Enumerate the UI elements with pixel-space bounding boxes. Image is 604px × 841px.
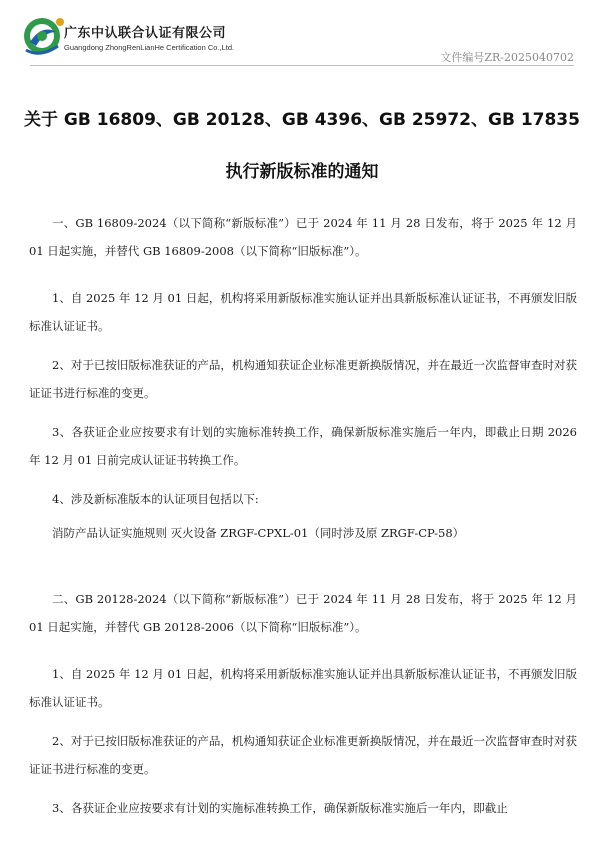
letterhead (0, 0, 604, 66)
section2-item2: 2、对于已按旧版标准获证的产品，机构通知获证企业标准更新换版情况，并在最近一次监督审查时对获证证书进行标准的变更。 (29, 734, 577, 776)
section1-scope: 消防产品认证实施规则 灭火设备 ZRGF-CPXL-01（同时涉及原 ZRGF-CP-58） (52, 526, 465, 540)
company-name-en: Guangdong ZhongRenLianHe Certification Co.,Ltd. (64, 43, 235, 52)
section2-intro: 二、GB 20128-2024（以下简称“新版标准”）已于 2024 年 11 月 28 日发布，将于 2025 年 12 月 01 日起实施，并替代 GB 20128-2006（以下简称“旧版标准”）。 (29, 592, 577, 634)
header-divider (30, 65, 574, 66)
section1-item2: 2、对于已按旧版标准获证的产品，机构通知获证企业标准更新换版情况，并在最近一次监督审查时对获证证书进行标准的变更。 (29, 358, 577, 400)
section1-item1: 1、自 2025 年 12 月 01 日起，机构将采用新版标准实施认证并出具新版标准认证证书，不再颁发旧版标准认证证书。 (29, 291, 577, 333)
document-number: 文件编号ZR-2025040702 (440, 51, 574, 64)
company-name-cn: 广东中认联合认证有限公司 (64, 26, 227, 41)
section1-item3: 3、各获证企业应按要求有计划的实施标准转换工作，确保新版标准实施后一年内，即截止日期 2026 年 12 月 01 日前完成认证证书转换工作。 (29, 425, 577, 467)
section1-item4: 4、涉及新标准版本的认证项目包括以下: (52, 492, 259, 506)
notice-title-line1: 关于 GB 16809、GB 20128、GB 4396、GB 25972、GB 17835 (24, 110, 580, 130)
section2-item1: 1、自 2025 年 12 月 01 日起，机构将采用新版标准实施认证并出具新版标准认证证书，不再颁发旧版标准认证证书。 (29, 667, 577, 709)
section1-intro: 一、GB 16809-2024（以下简称“新版标准”）已于 2024 年 11 月 28 日发布，将于 2025 年 12 月 01 日起实施，并替代 GB 16809-2008（以下简称“旧版标准”）。 (29, 216, 577, 258)
notice-title-line2: 执行新版标准的通知 (225, 162, 379, 182)
section2-item3: 3、各获证企业应按要求有计划的实施标准转换工作，确保新版标准实施后一年内，即截止 (52, 801, 508, 815)
